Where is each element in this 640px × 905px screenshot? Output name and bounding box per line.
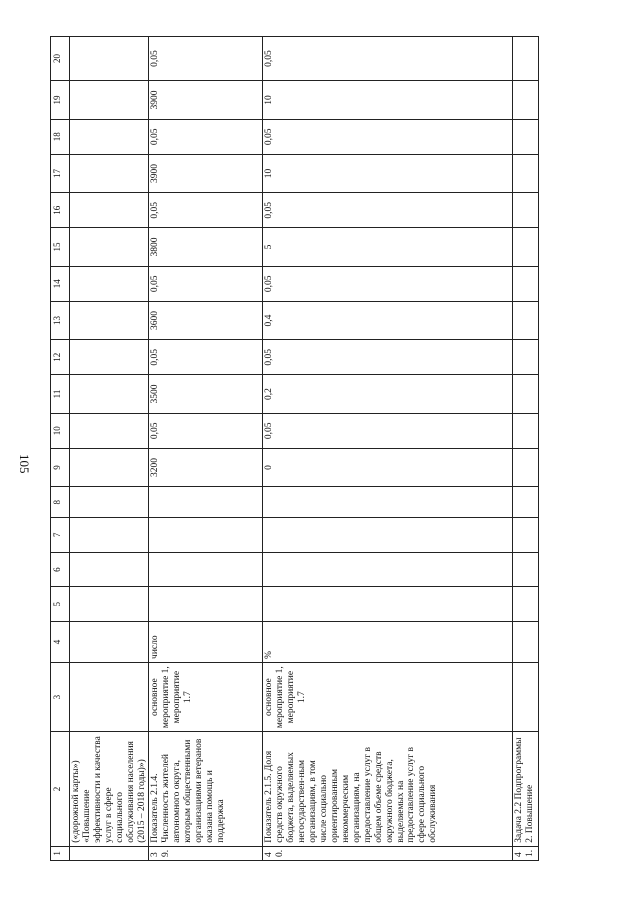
col-number: 14 [51,266,70,301]
col-number: 6 [51,552,70,587]
col-number: 2 [51,732,70,846]
value-cell: 0,05 [263,413,513,448]
unit: % [263,622,513,663]
column-numbers-row [51,37,70,861]
table-cell [149,587,263,622]
table-cell [149,487,263,518]
table-cell [513,340,539,375]
value-cell: 0,2 [263,375,513,414]
table-row [513,37,539,861]
table-cell [70,37,149,81]
table-cell [70,266,149,301]
indicator-name: Показатель 2.1.5. Доля средств окружного бюджета, выделяемых негосударствен-ным организациям, в том числе социально ориентированным некоммерческим организациям, на предоставление услуг в общем объеме средств окружного бюджета, выделяемых на предоставление услуг в сфере социального обслуживания [263,732,513,846]
col-number: 20 [51,37,70,81]
table-cell [513,119,539,154]
table-cell [70,448,149,487]
table-cell [70,154,149,193]
table-cell [513,228,539,267]
unit: число [149,622,263,663]
table-cell [263,587,513,622]
table-cell [513,81,539,120]
col-number: 12 [51,340,70,375]
measure-ref: основное мероприятие 1, мероприятие 1.7 [263,662,513,731]
table-cell [513,266,539,301]
col-number: 11 [51,375,70,414]
table-cell [70,587,149,622]
col-number: 8 [51,487,70,518]
table-cell [263,518,513,553]
value-cell: 0,05 [149,413,263,448]
indicators-table [50,36,539,861]
value-cell: 0,05 [263,340,513,375]
col-number: 18 [51,119,70,154]
col-number: 10 [51,413,70,448]
col-number: 9 [51,448,70,487]
table-cell: («дорожной карты») «Повышение эффективности и качества услуг в сфере социального обслуживания населения (2015 – 2018 годы)») [70,732,149,846]
value-cell: 0,05 [149,266,263,301]
col-number: 1 [51,846,70,860]
table-cell [513,662,539,731]
table-cell [149,518,263,553]
row-number: 41. [513,846,539,860]
value-cell: 5 [263,228,513,267]
table-cell [70,301,149,340]
measure-ref: основное мероприятие 1, мероприятие 1.7 [149,662,263,731]
page-number: 105 [17,454,32,474]
col-number: 19 [51,81,70,120]
table-cell [70,846,149,860]
task-title: Задача 2.2 Подпрограммы 2. Повышение [513,732,539,846]
table-cell [513,413,539,448]
table-cell [513,622,539,663]
table-cell [513,487,539,518]
table-cell [70,81,149,120]
table-cell [513,375,539,414]
table-cell [70,552,149,587]
table-cell [513,518,539,553]
document-sheet [50,36,560,861]
table-cell [70,413,149,448]
table-cell [70,662,149,731]
table-cell [513,37,539,81]
table-cell [513,552,539,587]
table-cell [513,193,539,228]
value-cell: 0,05 [263,37,513,81]
value-cell: 0,05 [149,340,263,375]
value-cell: 0,05 [263,266,513,301]
row-number: 40. [263,846,513,860]
table-cell [513,154,539,193]
table-row [70,37,149,861]
value-cell: 0,05 [263,119,513,154]
table-cell [70,119,149,154]
value-cell: 0,05 [263,193,513,228]
value-cell: 0,4 [263,301,513,340]
col-number: 17 [51,154,70,193]
table-cell [149,552,263,587]
table-row [263,37,513,861]
value-cell: 0,05 [149,193,263,228]
col-number: 4 [51,622,70,663]
table-cell [70,487,149,518]
col-number: 5 [51,587,70,622]
table-cell [513,587,539,622]
table-cell [263,552,513,587]
col-number: 13 [51,301,70,340]
value-cell: 0,05 [149,119,263,154]
value-cell: 3600 [149,301,263,340]
value-cell: 0,05 [149,37,263,81]
value-cell: 10 [263,81,513,120]
table-cell [70,375,149,414]
table-cell [263,487,513,518]
row-number: 39. [149,846,263,860]
value-cell: 3800 [149,228,263,267]
table-cell [70,518,149,553]
table-cell [513,301,539,340]
value-cell: 0 [263,448,513,487]
value-cell: 3900 [149,81,263,120]
col-number: 3 [51,662,70,731]
table-cell [70,193,149,228]
table-cell [513,448,539,487]
col-number: 16 [51,193,70,228]
col-number: 15 [51,228,70,267]
value-cell: 3200 [149,448,263,487]
value-cell: 3900 [149,154,263,193]
col-number: 7 [51,518,70,553]
value-cell: 3500 [149,375,263,414]
table-cell [70,340,149,375]
indicator-name: Показатель 2.1.4. Численность жителей автономного округа, которым общественными организациями ветеранов оказана помощь и поддержка [149,732,263,846]
table-row [149,37,263,861]
table-cell [70,228,149,267]
table-cell [70,622,149,663]
value-cell: 10 [263,154,513,193]
